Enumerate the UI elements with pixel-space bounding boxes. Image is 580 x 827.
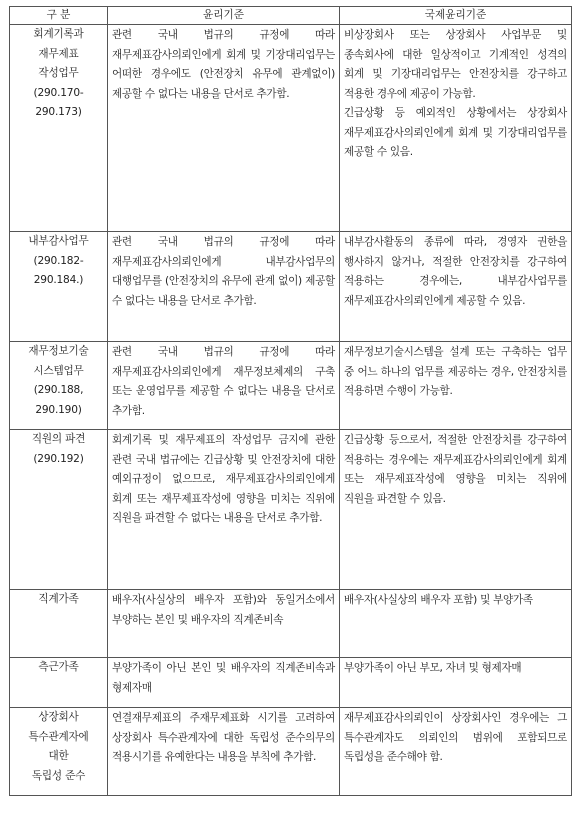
table-row xyxy=(10,430,572,590)
row-ethics-text: 연결재무제표의 주재무제표화 시기를 고려하여 상장회사 특수관계자에 대한 독립성 준수의무의 적용시기를 유예한다는 내용을 부칙에 추가함. xyxy=(108,708,340,796)
category-line: 작성업무 xyxy=(38,67,79,79)
row-ethics-text: 관련 국내 법규의 규정에 따라 재무제표감사의뢰인에게 내부감사업무의 대행업무를 (안전장치의 유무에 관계 없이) 제공할 수 없다는 내용을 단서로 추가함. xyxy=(108,232,340,342)
intl-paragraph: 재무제표감사의뢰인이 상장회사인 경우에는 그 특수관계자도 의뢰인의 범위에 포함되므로 독립성을 준수해야 함. xyxy=(344,712,567,763)
category-line: 290.173) xyxy=(35,106,82,118)
row-category xyxy=(10,25,108,232)
comparison-table xyxy=(9,6,572,796)
intl-paragraph: 재무정보기술시스템을 설계 또는 구축하는 업무 중 어느 하나의 업무를 제공하는 경우, 안전장치를 적용하면 수행이 가능함. xyxy=(344,346,567,397)
header-row xyxy=(10,7,572,25)
category-line: 측근가족 xyxy=(38,661,79,673)
header-ethics-standard: 윤리기준 xyxy=(108,7,340,25)
header-intl-ethics-standard: 국제윤리기준 xyxy=(340,7,572,25)
category-line: 내부감사업무 xyxy=(28,235,89,247)
category-line: 특수관계자에 xyxy=(28,730,89,743)
table-row xyxy=(10,25,572,232)
category-line: 회계기록과 xyxy=(33,28,84,40)
row-category xyxy=(10,342,108,430)
table-row xyxy=(10,590,572,658)
category-line: 상장회사 xyxy=(38,711,79,723)
row-intl-text xyxy=(340,430,572,590)
category-line: (290.170- xyxy=(33,86,84,99)
row-intl-text xyxy=(340,658,572,708)
category-line: 290.190) xyxy=(35,403,82,416)
row-ethics-text: 관련 국내 법규의 규정에 따라 재무제표감사의뢰인에게 회계 및 기장대리업무는 어떠한 경우에도 (안전장치 유무에 관계없이) 제공할 수 없다는 내용을 단서로 추가함. xyxy=(108,25,340,232)
header-category: 구 분 xyxy=(10,7,108,25)
row-category xyxy=(10,232,108,342)
row-intl-text xyxy=(340,342,572,430)
intl-paragraph: 긴급상황 등으로서, 적절한 안전장치를 강구하여 적용하는 경우에는 재무제표감사의뢰인에게 회계 또는 재무제표작성에 영향을 미치는 직위에 직원을 파견할 수 있음. xyxy=(344,434,567,505)
row-category xyxy=(10,658,108,708)
category-line: 직원의 파견 xyxy=(31,433,86,445)
category-line: 대한 xyxy=(48,750,69,762)
row-category xyxy=(10,708,108,796)
intl-paragraph: 비상장회사 또는 상장회사 사업부문 및 종속회사에 대한 일상적이고 기계적인 성격의 회계 및 기장대리업무는 안전장치를 강구하고 적용한 경우에 제공이 가능함. xyxy=(344,29,567,100)
category-line: 시스템업무 xyxy=(33,364,84,377)
intl-paragraph: 부양가족이 아닌 부모, 자녀 및 형제자매 xyxy=(344,662,522,674)
intl-paragraph: 내부감사활동의 종류에 따라, 경영자 권한을 행사하지 않거나, 적절한 안전장치를 강구하여 적용하는 경우에는, 내부감사업무를 재무제표감사의뢰인에게 제공할 수 있음. xyxy=(344,236,567,307)
row-ethics-text: 관련 국내 법규의 규정에 따라 재무제표감사의뢰인에게 재무정보체제의 구축 또는 운영업무를 제공할 수 없다는 내용을 단서로 추가함. xyxy=(108,342,340,430)
category-line: 재무정보기술 xyxy=(28,345,89,357)
category-line: 290.184.) xyxy=(33,274,84,286)
table-row xyxy=(10,232,572,342)
category-line: 재무제표 xyxy=(38,47,79,60)
category-line: 독립성 준수 xyxy=(31,769,86,782)
table-row xyxy=(10,708,572,796)
row-ethics-text: 회계기록 및 재무제표의 작성업무 금지에 관한 관련 국내 법규에는 긴급상황 및 안전장치에 대한 예외규정이 없으므로, 재무제표감사의뢰인에게 회계 또는 재무제표작성에 영향을 미치는 직위에 직원을 파견할 수 없다는 내용을 단서로 추가함. xyxy=(108,430,340,590)
row-intl-text xyxy=(340,25,572,232)
category-line: 직계가족 xyxy=(38,593,79,605)
row-ethics-text: 배우자(사실상의 배우자 포함)와 동일거소에서 부양하는 본인 및 배우자의 직계존비속 xyxy=(108,590,340,658)
category-line: (290.192) xyxy=(33,452,84,465)
row-intl-text xyxy=(340,590,572,658)
category-line: (290.182- xyxy=(33,254,84,267)
table-row xyxy=(10,658,572,708)
intl-paragraph: 배우자(사실상의 배우자 포함) 및 부양가족 xyxy=(344,594,533,606)
category-line: (290.188, xyxy=(33,384,84,396)
row-category xyxy=(10,430,108,590)
row-ethics-text: 부양가족이 아닌 본인 및 배우자의 직계존비속과 형제자매 xyxy=(108,658,340,708)
row-intl-text xyxy=(340,232,572,342)
row-intl-text xyxy=(340,708,572,796)
table-row xyxy=(10,342,572,430)
intl-paragraph: 긴급상황 등 예외적인 상황에서는 상장회사 재무제표감사의뢰인에게 회계 및 기장대리업무를 제공할 수 있음. xyxy=(344,107,567,158)
row-category xyxy=(10,590,108,658)
